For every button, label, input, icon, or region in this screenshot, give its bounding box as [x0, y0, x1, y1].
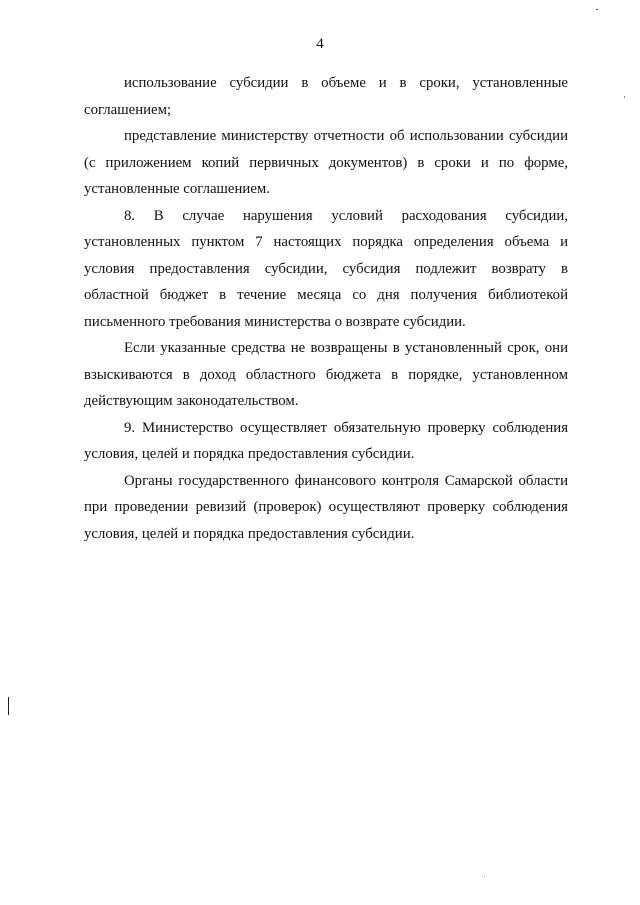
paragraph-recovery: Если указанные средства не возвращены в установленный срок, они взыскиваются в доход областного бюджета в порядке, установленном действующим законодательством. — [84, 340, 568, 409]
scan-speck — [624, 96, 625, 98]
paragraph-financial-control: Органы государственного финансового контроля Самарской области при проведении ревизий (проверок) осуществляют проверку соблюдения условия, целей и порядка предоставления субсидии. — [84, 472, 568, 542]
scan-speck — [596, 9, 598, 10]
paragraph-subsidy-usage: использование субсидии в объеме и в сроки, установленные соглашением; — [84, 75, 568, 118]
document-body — [84, 70, 568, 547]
scan-margin-mark — [8, 697, 9, 715]
scan-speck — [484, 876, 485, 877]
paragraph-clause-9: 9. Министерство осуществляет обязательную проверку соблюдения условия, целей и порядка предоставления субсидии. — [84, 419, 568, 462]
page-number: 4 — [316, 36, 324, 52]
paragraph-reporting: представление министерству отчетности об использовании субсидии (с приложением копий первичных документов) в сроки и по форме, установленные соглашением. — [84, 128, 568, 197]
paragraph-clause-8: 8. В случае нарушения условий расходования субсидии, установленных пунктом 7 настоящих порядка определения объема и условия предоставления субсидии, субсидия подлежит возврату в областной бюджет в течение месяца со дня получения библиотекой письменного требования министерства о возврате субсидии. — [84, 207, 568, 330]
